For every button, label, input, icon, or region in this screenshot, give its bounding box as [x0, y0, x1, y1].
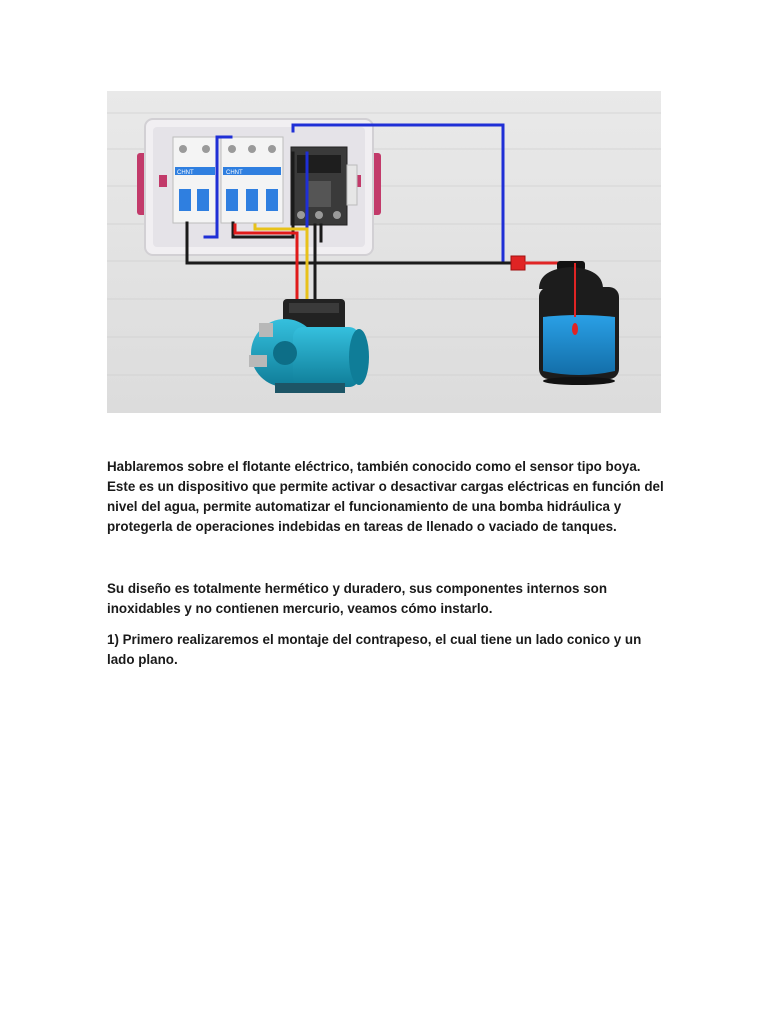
intro-paragraph: Hablaremos sobre el flotante eléctrico, también conocido como el sensor tipo boya. Este es un dispositivo que permite activar o desactivar cargas eléctricas en función del nivel del agua, permite automatizar el funcionamiento de una bomba hidráulica y protegerla de operaciones indebidas en tareas de llenado o vaciado de tanques.: [107, 459, 664, 534]
circuit-breaker-2-pole: [173, 137, 217, 223]
breaker-2-brand: CHNT: [226, 170, 243, 176]
circuit-breaker-3-pole: [221, 137, 283, 223]
step-1-paragraph: 1) Primero realizaremos el montaje del contrapeso, el cual tiene un lado conico y un lado plano.: [107, 632, 642, 667]
design-paragraph: Su diseño es totalmente hermético y duradero, sus componentes internos son inoxidables y no contienen mercurio, veamos cómo instarlo.: [107, 581, 608, 616]
wiring-diagram-svg: [107, 91, 661, 413]
breaker-1-brand: CHNT: [177, 170, 194, 176]
contactor: [291, 147, 357, 225]
wiring-diagram-photo: [107, 91, 661, 413]
